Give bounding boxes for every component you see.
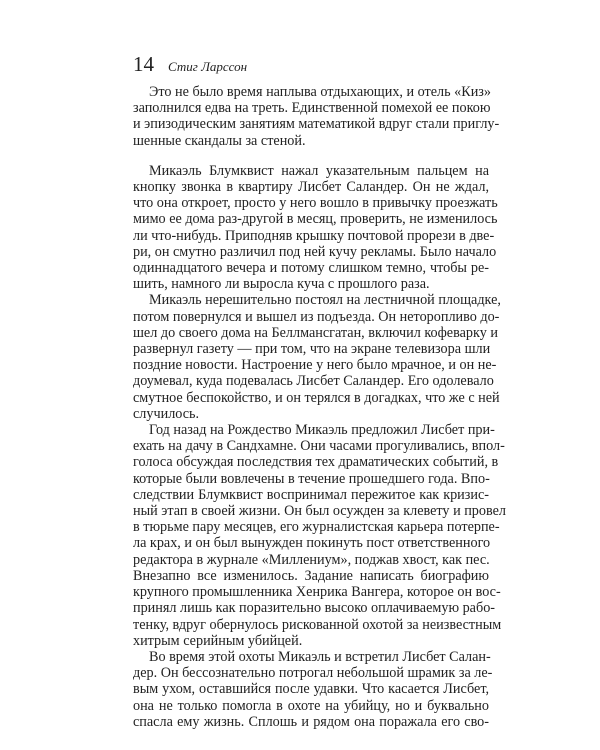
text-line: Это не было время наплыва отдыхающих, и отель «Киз» — [149, 84, 491, 100]
text-line: которые были вовлечены в течение прошедшего года. Впо- — [133, 470, 490, 487]
text-line: принял лишь как поразительно высоко оплачиваемую рабо- — [133, 600, 496, 617]
text-line: спасла ему жизнь. Сплошь и рядом она поражала его сво- — [133, 713, 489, 730]
text-line: Во время этой охоты Микаэль и встретил Лисбет Салан- — [149, 648, 491, 665]
paragraph — [133, 422, 506, 649]
paragraph — [133, 84, 500, 149]
text-line: ла крах, и он был вынужден покинуть пост ответственного — [133, 535, 491, 552]
text-line: ный этап в своей жизни. Он был осужден за клевету и провел — [133, 503, 506, 520]
text-line: следствии Блумквист воспринимал пережитое как кризис- — [133, 486, 489, 503]
running-title: Стиг Ларссон — [168, 59, 248, 74]
text-line: Внезапно все изменилось. Задание написать биографию — [133, 567, 489, 584]
body-text — [133, 84, 506, 730]
text-line: редактора в журнале «Миллениум», поджав хвост, как пес. — [133, 551, 490, 568]
page-number: 14 — [133, 52, 154, 76]
text-line: мимо ее дома раз-другой в месяц, проверить, не изменилось — [133, 211, 498, 228]
page-header — [133, 52, 247, 77]
text-line: Год назад на Рождество Микаэль предложил Лисбет при- — [149, 422, 495, 439]
text-line: заполнился едва на треть. Единственной помехой ее покою — [133, 100, 491, 117]
paragraph — [133, 648, 493, 730]
text-line: Микаэль нерешительно постоял на лестничной площадке, — [149, 292, 501, 309]
text-line: ри, он смутно различил под ней кучу рекламы. Было начало — [133, 243, 497, 260]
text-line: потом повернулся и вышел из подъезда. Он неторопливо до- — [133, 308, 500, 325]
text-line: и эпизодическим занятиям математикой вдруг стали приглу- — [133, 116, 500, 133]
text-line: поздние новости. Настроение у него было мрачное, и он не- — [133, 357, 497, 374]
text-line: случилось. — [133, 405, 200, 422]
text-line: шел до своего дома на Беллмансгатан, включил кофеварку и — [133, 324, 498, 341]
text-line: в тюрьме пару месяцев, его журналистская карьера потерпе- — [133, 519, 500, 536]
text-line: вым ухом, оставшийся после удавки. Что касается Лисбет, — [133, 681, 489, 698]
text-line: шить, намного ли выросла куча с прошлого раза. — [133, 276, 430, 293]
text-line: дер. Он бессознательно потрогал небольшой шрамик за ле- — [133, 665, 493, 682]
text-line: крупного промышленника Хенрика Вангера, которое он вос- — [133, 584, 501, 601]
paragraph — [133, 292, 501, 422]
text-line: голоса обсуждая последствия тех драматических событий, в — [133, 454, 499, 471]
text-line: тенку, вдруг обернулось рискованной охотой за неизвестным — [133, 616, 502, 633]
text-line: хитрым серийным убийцей. — [133, 632, 303, 649]
text-line: шенные скандалы за стеной. — [133, 132, 306, 149]
paragraph — [133, 162, 498, 293]
text-line: Микаэль Блумквист нажал указательным пальцем на — [149, 162, 489, 179]
text-line: она не только помогла в охоте на убийцу, но и буквально — [133, 697, 489, 714]
text-line: смутное беспокойство, и он терялся в догадках, что же с ней — [133, 389, 500, 406]
text-line: что она откроет, просто у него вошло в привычку проезжать — [133, 195, 498, 212]
text-line: развернул газету — при том, что на экране телевизора шли — [133, 341, 491, 358]
text-line: ли что-нибудь. Приподняв крышку почтовой прорези в две- — [133, 227, 495, 244]
text-line: кнопку звонка в квартиру Лисбет Саландер. Он не ждал, — [133, 179, 489, 196]
text-line: ехать на дачу в Сандхамне. Они часами прогуливались, впол- — [133, 438, 505, 455]
text-line: доумевал, куда подевалась Лисбет Саландер. Его одолевало — [133, 373, 494, 390]
text-line: одиннадцатого вечера и потому слишком темно, чтобы ре- — [133, 260, 489, 277]
